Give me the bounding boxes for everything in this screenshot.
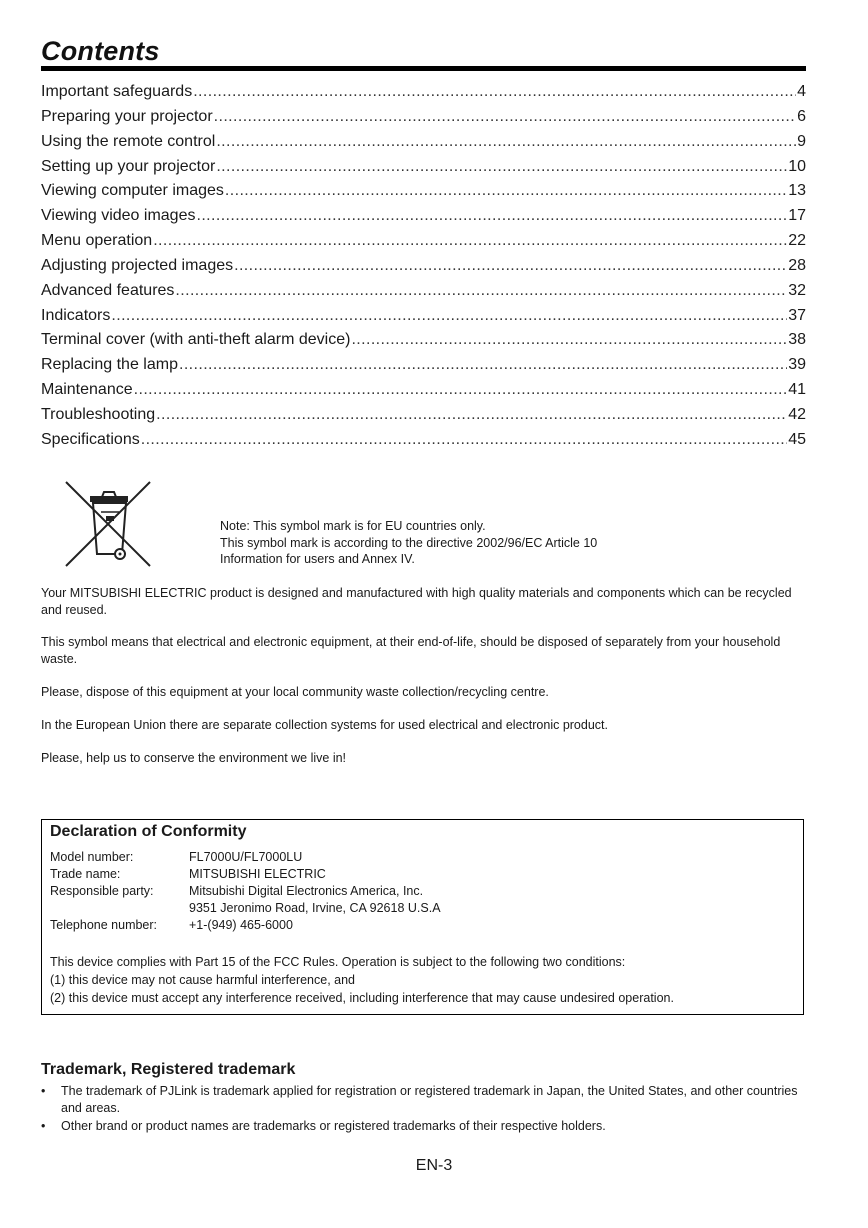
declaration-of-conformity-box — [41, 819, 804, 1015]
toc-entry-page[interactable]: 13 — [788, 182, 806, 200]
toc-entry-title[interactable]: Maintenance — [41, 381, 133, 399]
weee-note-line: This symbol mark is according to the directive 2002/96/EC Article 10 — [220, 535, 598, 550]
environment-paragraph: Please, help us to conserve the environment we live in! — [41, 751, 347, 765]
toc-dot-leader — [111, 304, 787, 329]
list-item — [41, 1118, 811, 1135]
toc-dot-leader — [193, 80, 796, 105]
toc-entry-title[interactable]: Using the remote control — [41, 132, 216, 150]
fcc-compliance-statement — [50, 953, 800, 1007]
toc-dot-leader — [234, 254, 787, 279]
toc-entry-title[interactable]: Viewing video images — [41, 207, 196, 225]
toc-dot-leader — [214, 105, 796, 130]
toc-entry[interactable] — [41, 378, 806, 403]
declaration-field — [50, 900, 441, 917]
toc-entry-title[interactable]: Advanced features — [41, 281, 175, 299]
declaration-field — [50, 883, 441, 900]
toc-entry-page[interactable]: 9 — [797, 132, 806, 150]
page-title: Contents — [41, 36, 160, 66]
toc-entry[interactable] — [41, 204, 806, 229]
toc-entry[interactable] — [41, 80, 806, 105]
toc-entry-title[interactable]: Preparing your projector — [41, 107, 213, 125]
toc-dot-leader — [216, 130, 796, 155]
toc-dot-leader — [153, 229, 787, 254]
toc-entry-page[interactable]: 32 — [788, 281, 806, 299]
field-label: Telephone number: — [50, 918, 158, 932]
toc-entry[interactable] — [41, 229, 806, 254]
toc-entry-title[interactable]: Replacing the lamp — [41, 356, 178, 374]
trademark-list — [41, 1083, 811, 1137]
trademark-heading: Trademark, Registered trademark — [41, 1061, 296, 1078]
page-number: EN-3 — [415, 1157, 453, 1174]
toc-entry-page[interactable]: 4 — [797, 83, 806, 100]
toc-entry-page[interactable]: 28 — [788, 256, 806, 274]
toc-entry[interactable] — [41, 130, 806, 155]
toc-entry-title[interactable]: Important safeguards — [41, 83, 193, 100]
toc-entry-title[interactable]: Setting up your projector — [41, 157, 216, 175]
field-value: Mitsubishi Digital Electronics America, Inc. — [189, 884, 424, 898]
table-of-contents — [41, 80, 806, 453]
toc-entry-page[interactable]: 6 — [797, 107, 806, 125]
field-value: 9351 Jeronimo Road, Irvine, CA 92618 U.S.A — [189, 901, 441, 915]
toc-dot-leader — [179, 353, 787, 378]
bullet: • — [41, 1084, 46, 1098]
toc-dot-leader — [196, 204, 787, 229]
toc-entry-title[interactable]: Specifications — [41, 430, 140, 448]
field-label: Trade name: — [50, 867, 121, 881]
compliance-line: This device complies with Part 15 of the FCC Rules. Operation is subject to the following two conditions: — [50, 955, 626, 969]
toc-entry[interactable] — [41, 279, 806, 304]
recycling-paragraph: Your MITSUBISHI ELECTRIC product is designed and manufactured with high quality materials and components which can be recycled and reused. — [41, 586, 792, 617]
toc-entry[interactable] — [41, 428, 806, 453]
toc-entry-title[interactable]: Menu operation — [41, 232, 153, 250]
toc-entry-title[interactable]: Indicators — [41, 306, 111, 324]
trademark-text: The trademark of PJLink is trademark applied for registration or registered trademark in Japan, the United States, and other countries and areas. — [61, 1084, 798, 1115]
weee-note — [220, 518, 597, 568]
toc-dot-leader — [216, 155, 787, 180]
toc-entry-page[interactable]: 10 — [788, 157, 806, 175]
toc-entry[interactable] — [41, 155, 806, 180]
eu-collection-paragraph: In the European Union there are separate collection systems for used electrical and electronic product. — [41, 718, 608, 732]
toc-entry-page[interactable]: 22 — [788, 232, 806, 250]
crossed-out-wheelie-bin-icon — [62, 478, 154, 570]
toc-entry[interactable] — [41, 403, 806, 428]
toc-entry[interactable] — [41, 105, 806, 130]
toc-entry[interactable] — [41, 353, 806, 378]
toc-entry-page[interactable]: 38 — [788, 331, 806, 349]
toc-dot-leader — [141, 428, 787, 453]
toc-entry[interactable] — [41, 328, 806, 353]
field-value: FL7000U/FL7000LU — [189, 850, 303, 864]
toc-entry[interactable] — [41, 179, 806, 204]
declaration-heading: Declaration of Conformity — [50, 823, 247, 840]
toc-dot-leader — [175, 279, 787, 304]
toc-dot-leader — [134, 378, 788, 403]
collection-paragraph: Please, dispose of this equipment at your local community waste collection/recycling centre. — [41, 685, 549, 699]
toc-entry[interactable] — [41, 254, 806, 279]
toc-entry-title[interactable]: Terminal cover (with anti-theft alarm device) — [41, 331, 351, 349]
compliance-line: (2) this device must accept any interference received, including interference that may cause undesired operation. — [50, 991, 674, 1005]
toc-entry[interactable] — [41, 304, 806, 329]
declaration-field — [50, 917, 441, 934]
toc-entry-page[interactable]: 42 — [788, 405, 806, 423]
title-rule — [41, 66, 806, 71]
toc-dot-leader — [156, 403, 787, 428]
declaration-field — [50, 866, 441, 883]
toc-entry-title[interactable]: Troubleshooting — [41, 405, 156, 423]
declaration-field — [50, 849, 441, 866]
toc-entry-page[interactable]: 17 — [788, 207, 806, 225]
trademark-text: Other brand or product names are trademarks or registered trademarks of their respective holders. — [61, 1119, 606, 1133]
field-value: +1-(949) 465-6000 — [189, 918, 293, 932]
field-label: Model number: — [50, 850, 134, 864]
toc-entry-page[interactable]: 45 — [788, 430, 806, 448]
bullet: • — [41, 1119, 46, 1133]
weee-note-line: Note: This symbol mark is for EU countries only. — [220, 519, 486, 533]
field-value: MITSUBISHI ELECTRIC — [189, 867, 326, 881]
toc-dot-leader — [225, 179, 787, 204]
field-label — [50, 900, 189, 917]
toc-entry-page[interactable]: 39 — [788, 356, 806, 374]
toc-entry-title[interactable]: Viewing computer images — [41, 182, 224, 200]
declaration-fields — [50, 849, 441, 934]
compliance-line: (1) this device may not cause harmful interference, and — [50, 973, 356, 987]
toc-entry-page[interactable]: 37 — [788, 306, 806, 324]
toc-entry-page[interactable]: 41 — [788, 381, 806, 399]
toc-entry-title[interactable]: Adjusting projected images — [41, 256, 234, 274]
disposal-paragraph: This symbol means that electrical and electronic equipment, at their end-of-life, should be disposed of separately from your household waste. — [41, 635, 781, 666]
list-item — [41, 1083, 811, 1116]
toc-dot-leader — [351, 328, 787, 353]
field-label: Responsible party: — [50, 884, 154, 898]
weee-note-line: Information for users and Annex IV. — [220, 552, 415, 566]
